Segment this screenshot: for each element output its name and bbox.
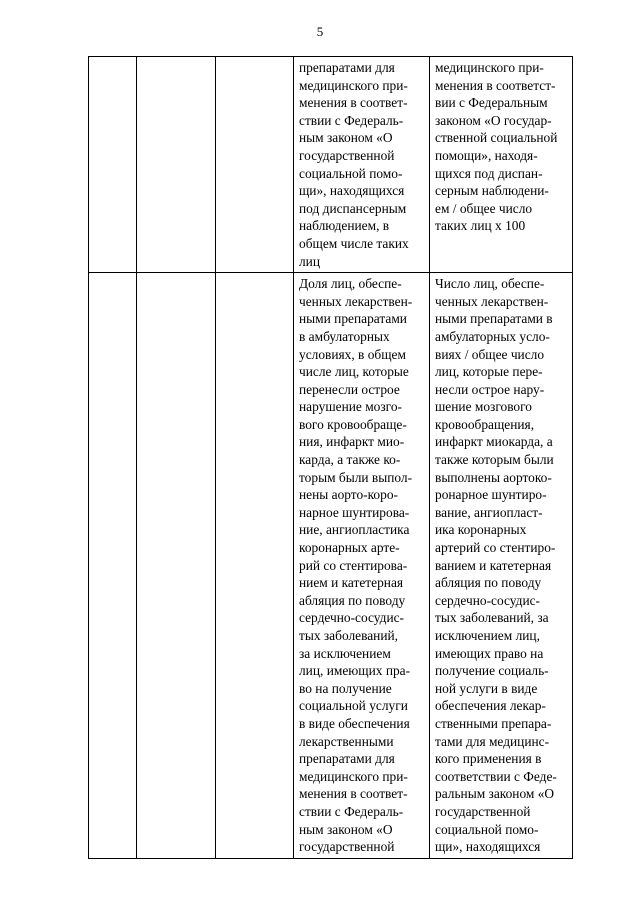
- table-cell: [137, 57, 216, 273]
- indicator-table: [88, 56, 573, 859]
- calculation-method-text: Число лиц, обеспе- ченных лекарствен- ными препаратами в амбулаторных усло- виях / общее число лиц, которые пере- несли острое нару- шение мозгового кровообращения, инфаркт миокарда, а также которым были выполнены аортоко- ронарное шунтиро- вание, ангиопласт- ика коронарных артерий со стентиро- ванием и катетерная абляция по поводу сердечно-сосудис- тых заболеваний, за исключением лиц, имеющих право на получение социаль- ной услуги в виде обеспечения лекар- ственными препара- тами для медицинс- кого применения в соответствии с Феде- ральным законом «О государственной социальной помо- щи», находящихся: [435, 276, 557, 855]
- table-cell: [89, 273, 137, 859]
- indicator-name-cell: [294, 57, 430, 273]
- table-cell: [216, 273, 294, 859]
- calculation-method-cell: [430, 273, 573, 859]
- table-cell: [137, 273, 216, 859]
- indicator-name-cell: [294, 273, 430, 859]
- table-cell: [89, 57, 137, 273]
- calculation-method-text: медицинского при- менения в соответст- вии с Федеральным законом «О государ- ственной социальной помощи», находя- щихся под диспан- серным наблюдени- ем / общее число таких лиц х 100: [435, 60, 558, 234]
- indicator-name-text: Доля лиц, обеспе- ченных лекарствен- ными препаратами в амбулаторных условиях, в общем числе лиц, которые перенесли острое нарушение мозго- вого кровообраще- ния, инфаркт мио- карда, а также ко- торым были выпол- нены аорто-коро- нарное шунтирова- ние, ангиопластика коронарных арте- рий со стентирова- нием и катетерная абляция по поводу сердечно-сосудис- тых заболеваний, за исключением лиц, имеющих пра- во на получение социальной услуги в виде обеспечения лекарственными препаратами для медицинского при- менения в соответ- ствии с Федераль- ным законом «О государственной: [299, 276, 413, 855]
- indicator-name-text: препаратами для медицинского при- менения в соответ- ствии с Федераль- ным законом «О государственной социальной помо- щи», находящихся под диспансерным наблюдением, в общем числе таких лиц: [299, 60, 409, 269]
- table-row: [89, 57, 573, 273]
- table-row: [89, 273, 573, 859]
- calculation-method-cell: [430, 57, 573, 273]
- table-cell: [216, 57, 294, 273]
- page-number: 5: [316, 24, 324, 39]
